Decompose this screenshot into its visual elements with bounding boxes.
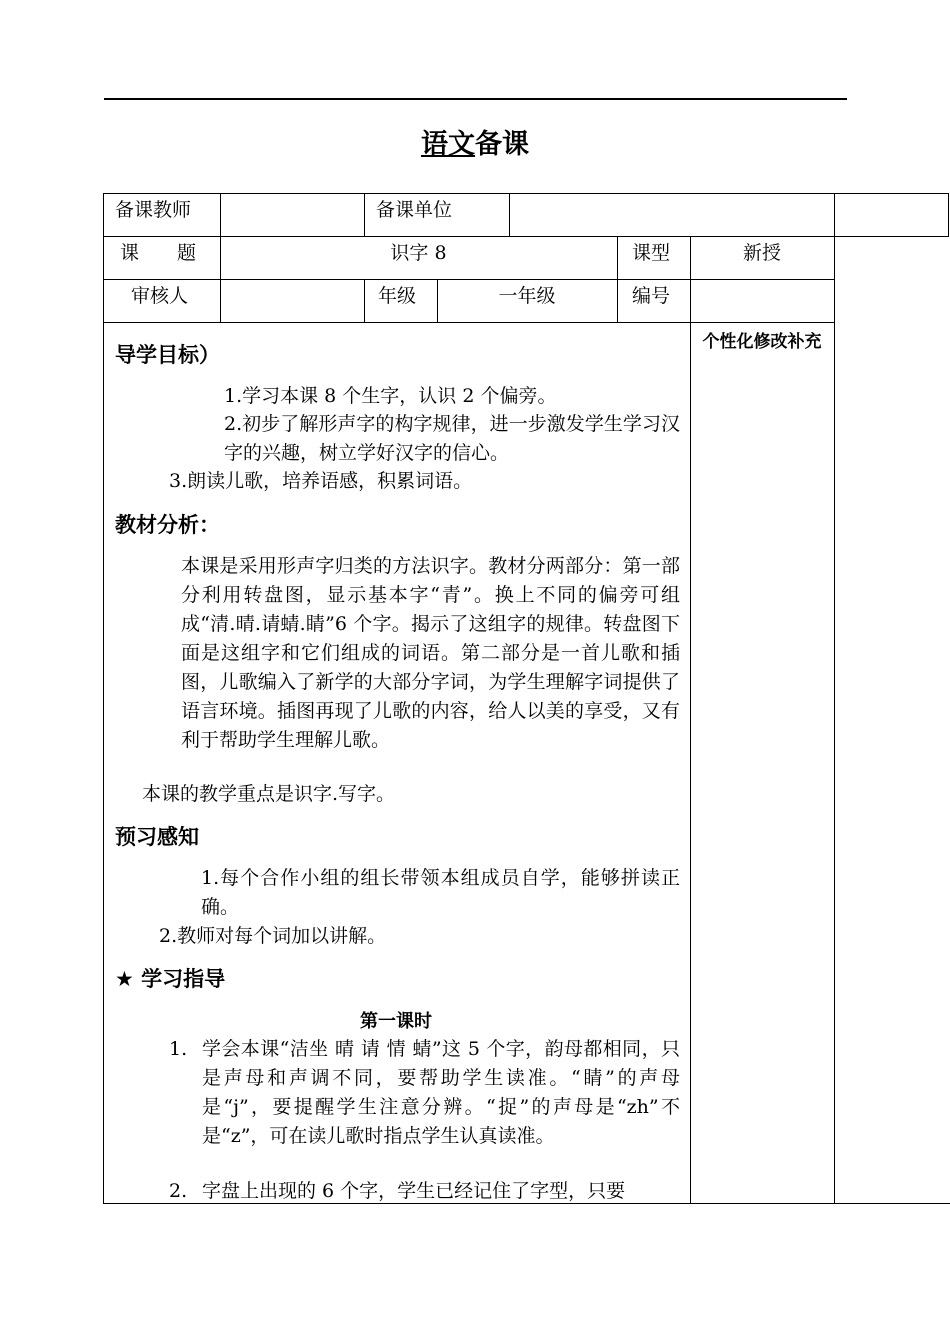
title-underlined-part: 语文 (421, 129, 475, 160)
type-value: 新授 (742, 242, 781, 264)
topic-label: 课 题 (120, 242, 197, 264)
star-icon: ★ (115, 967, 134, 991)
grade-value: 一年级 (498, 285, 556, 307)
table-line (103, 236, 949, 237)
side-column-header: 个性化修改补充 (702, 332, 822, 352)
reviewer-label: 审核人 (131, 285, 189, 307)
topic-value: 识字 8 (390, 242, 447, 264)
preview-item-1-text: 1.每个合作小组的组长带领本组成员自学，能够拼读正确。 (201, 867, 680, 918)
page-title (0, 128, 950, 162)
guidance-item-2-num: 2. (169, 1180, 188, 1202)
table-line (103, 279, 835, 280)
preview-item-1 (201, 864, 680, 922)
table-line (364, 279, 365, 322)
goal-item-2: 2.初步了解形声字的构字规律，进一步激发学生学习汉字的兴趣，树立学好汉字的信心。 (224, 413, 680, 464)
lesson-title-text: 第一课时 (360, 1011, 432, 1032)
table-line (103, 193, 104, 1204)
table-line (103, 322, 835, 323)
preview-heading: 预习感知 (115, 825, 199, 849)
table-line (509, 193, 510, 236)
table-line (948, 193, 949, 236)
guidance-item-2-text: 字盘上出现的 6 个字，学生已经记住了字型，只要 (202, 1180, 626, 1202)
goal-item-3: 3.朗读儿歌，培养语感，积累词语。 (169, 470, 473, 492)
title-rest-part: 备课 (475, 129, 529, 160)
goal-item-1: 1.学习本课 8 个生字，认识 2 个偏旁。 (224, 385, 557, 407)
unit-label: 备课单位 (376, 199, 453, 221)
type-label: 课型 (632, 242, 671, 264)
analysis-heading: 教材分析： (115, 513, 220, 537)
guidance-item-1-num: 1. (169, 1038, 188, 1060)
grade-label: 年级 (378, 285, 417, 307)
table-line (835, 1203, 950, 1204)
goals-heading: 导学目标） (115, 343, 220, 367)
teacher-label: 备课教师 (115, 199, 192, 221)
table-line (690, 236, 691, 1204)
table-line (617, 236, 618, 322)
table-line (364, 193, 365, 236)
lesson-title (220, 1009, 576, 1035)
preview-item-2: 2.教师对每个词加以讲解。 (159, 925, 387, 947)
analysis-focus: 本课的教学重点是识字.写字。 (142, 783, 396, 805)
analysis-paragraph: 本课是采用形声字归类的方法识字。教材分两部分：第一部分利用转盘图，显示基本字“青”。换上不同的偏旁可组成“清.晴.请蜻.睛”6 个字。揭示了这组字的规律。转盘图下面是这组字和它们组成的词语。第二部分是一首儿歌和插图，儿歌编入了新学的大部分字词，为学生理解字词提供了语言环境。插图再现了儿歌的内容，给人以美的享受，又有利于帮助学生理解儿歌。 (181, 555, 680, 751)
guidance-heading (115, 965, 225, 993)
table-line (834, 193, 835, 1204)
table-line (103, 193, 949, 194)
guidance-item-1-text: 学会本课“洁坐 晴 请 情 蜻”这 5 个字，韵母都相同，只是声母和声调不同，要帮助学生读准。“睛”的声母是“j”，要提醒学生注意分辨。“捉”的声母是“zh”不是“z”，可在读儿歌时指点学生认真读准。 (202, 1038, 680, 1147)
number-label: 编号 (632, 285, 671, 307)
header-rule (104, 98, 847, 100)
guidance-heading-text: 学习指导 (141, 967, 226, 991)
